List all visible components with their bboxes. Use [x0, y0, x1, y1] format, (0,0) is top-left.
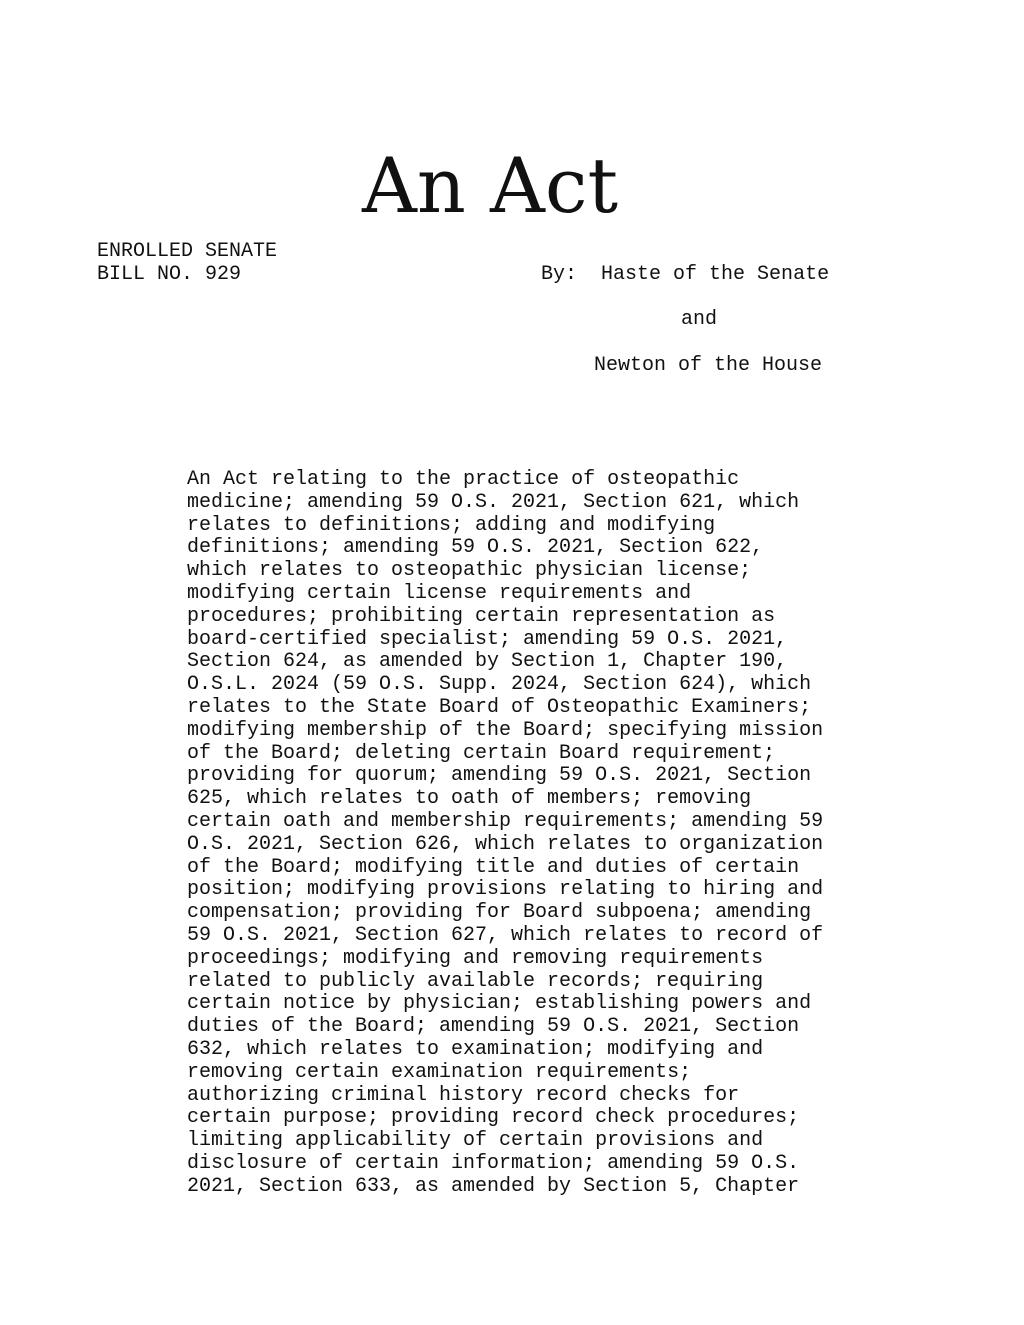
author-senate: Haste of the Senate	[601, 263, 830, 286]
bill-identifier	[97, 241, 277, 287]
summary-line: modifying certain license requirements and	[187, 581, 692, 605]
summary-line: compensation; providing for Board subpoena; amending	[187, 901, 812, 925]
summary-line: duties of the Board; amending 59 O.S. 2021, Section	[187, 1015, 800, 1039]
summary-line: of the Board; deleting certain Board requirement;	[187, 741, 776, 765]
document-title: An Act	[362, 141, 618, 230]
summary-line: certain notice by physician; establishing powers and	[187, 992, 812, 1016]
bill-label-line-2: BILL NO. 929	[97, 262, 242, 286]
summary-line: position; modifying provisions relating to hiring and	[187, 878, 824, 902]
summary-line: 59 O.S. 2021, Section 627, which relates to record of	[187, 923, 824, 947]
summary-line: O.S. 2021, Section 626, which relates to organization	[187, 832, 824, 856]
summary-line: disclosure of certain information; amending 59 O.S.	[187, 1151, 800, 1175]
byline-senate	[541, 264, 829, 287]
summary-line: related to publicly available records; requiring	[187, 969, 764, 993]
summary-line: 625, which relates to oath of members; removing	[187, 787, 752, 811]
summary-line: limiting applicability of certain provisions and	[187, 1129, 764, 1153]
act-summary	[187, 469, 867, 1199]
summary-line: O.S.L. 2024 (59 O.S. Supp. 2024, Section 624), which	[187, 673, 812, 697]
summary-line: proceedings; modifying and removing requirements	[187, 946, 764, 970]
summary-line: which relates to osteopathic physician license;	[187, 559, 752, 583]
by-label: By:	[541, 263, 578, 286]
summary-line: relates to definitions; adding and modifying	[187, 513, 716, 537]
bill-label-line-1: ENROLLED SENATE	[97, 240, 278, 263]
summary-line: procedures; prohibiting certain representation as	[187, 604, 776, 628]
summary-line: Section 624, as amended by Section 1, Chapter 190,	[187, 650, 788, 674]
summary-line: certain oath and membership requirements; amending 59	[187, 809, 824, 833]
summary-line: authorizing criminal history record checks for	[187, 1083, 740, 1107]
summary-line: definitions; amending 59 O.S. 2021, Section 622,	[187, 536, 764, 560]
summary-line: of the Board; modifying title and duties of certain	[187, 855, 800, 879]
summary-line: board-certified specialist; amending 59 O.S. 2021,	[187, 627, 788, 651]
summary-line: modifying membership of the Board; specifying mission	[187, 718, 824, 742]
summary-line: 632, which relates to examination; modifying and	[187, 1037, 764, 1061]
summary-line: removing certain examination requirements;	[187, 1060, 692, 1084]
summary-line: relates to the State Board of Osteopathic Examiners;	[187, 695, 812, 719]
byline-and: and	[681, 308, 718, 331]
summary-line: medicine; amending 59 O.S. 2021, Section 621, which	[187, 490, 800, 514]
author-house: Newton of the House	[594, 354, 823, 377]
summary-line: 2021, Section 633, as amended by Section 5, Chapter	[187, 1174, 800, 1198]
summary-line: An Act relating to the practice of osteopathic	[187, 468, 740, 491]
summary-line: certain purpose; providing record check procedures;	[187, 1106, 800, 1130]
summary-line: providing for quorum; amending 59 O.S. 2021, Section	[187, 764, 812, 788]
